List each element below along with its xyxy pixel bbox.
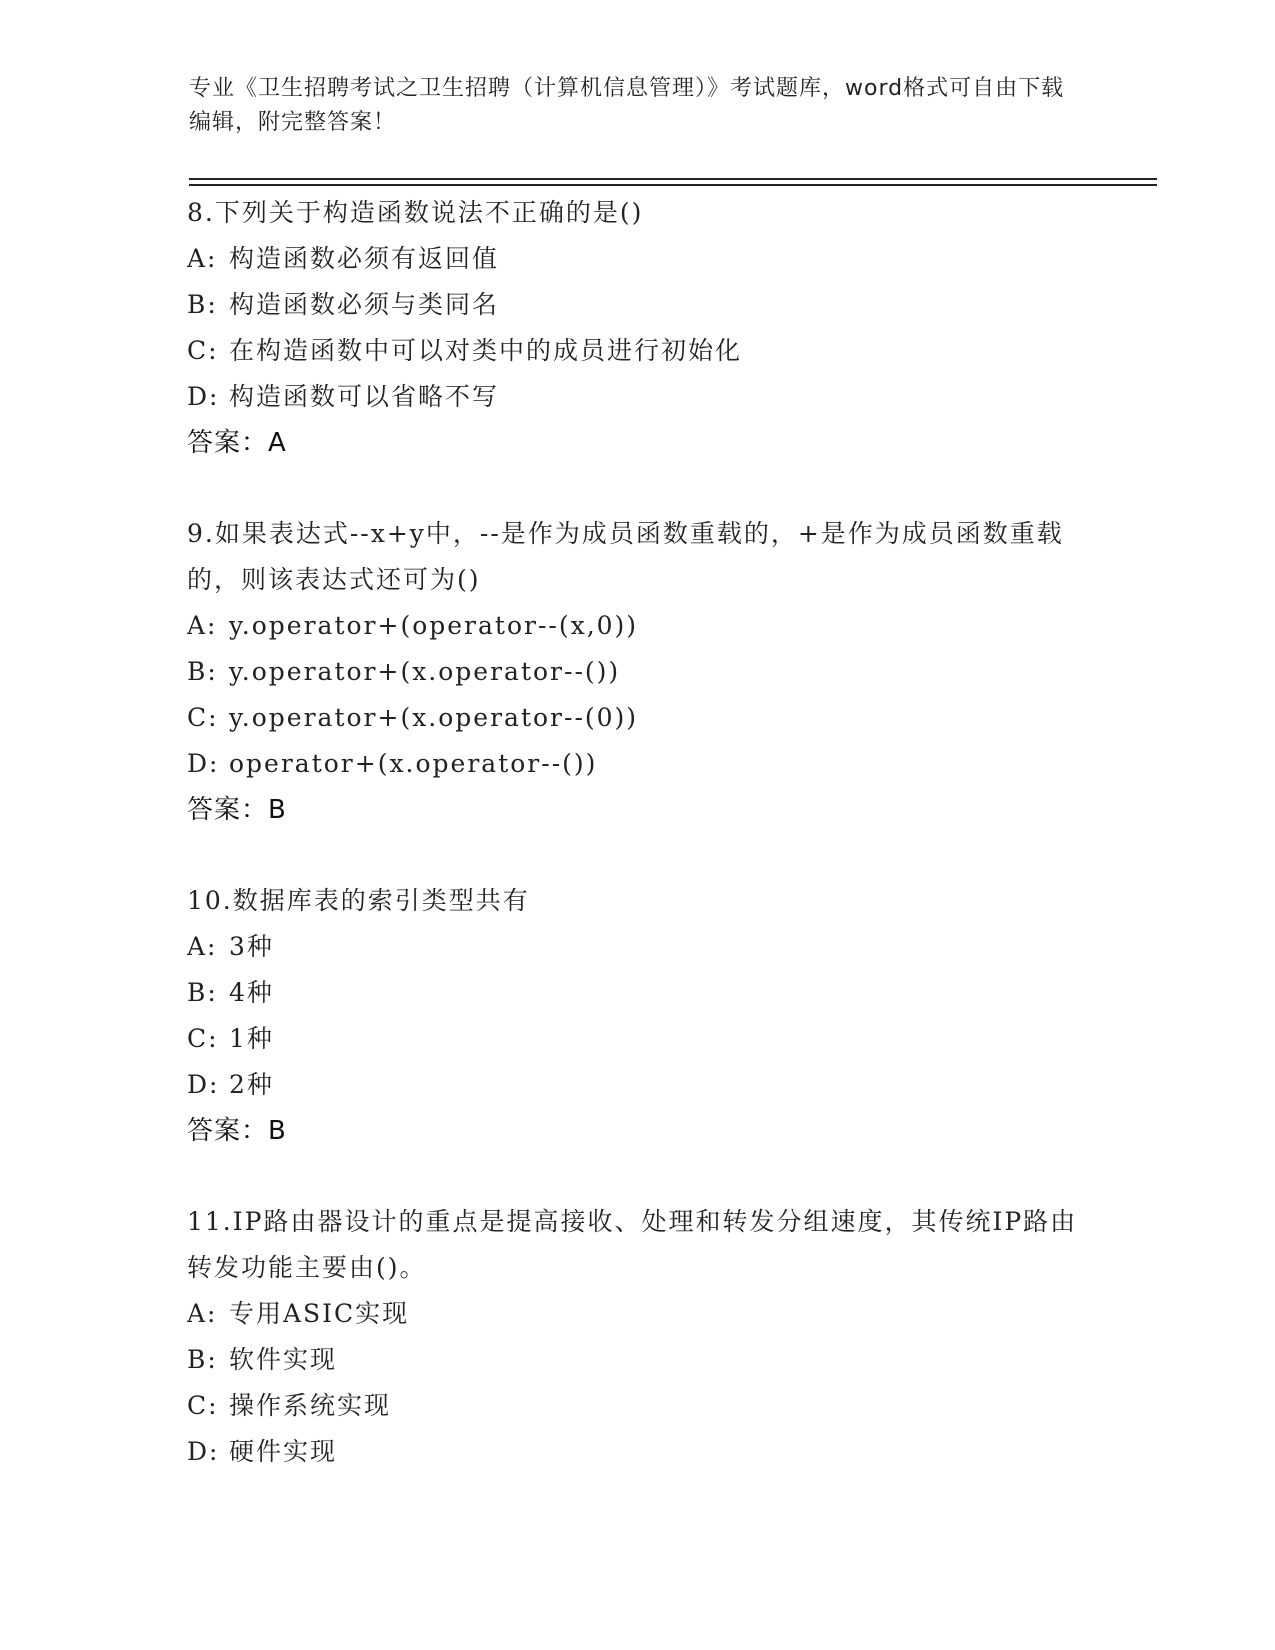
option-letter: A: (187, 611, 218, 640)
option-d (187, 1429, 1087, 1475)
option-text: 专用ASIC实现 (229, 1299, 410, 1328)
option-text: y.operator+(x.operator--(0)) (229, 703, 639, 732)
option-d (187, 1062, 1087, 1108)
answer-line: 答案：A (187, 428, 287, 458)
option-text: 1种 (229, 1024, 274, 1053)
question-10 (187, 878, 1087, 1154)
option-b (187, 1337, 1087, 1383)
option-c (187, 1383, 1087, 1429)
option-letter: C: (187, 336, 219, 365)
option-a (187, 1291, 1087, 1337)
option-c (187, 1016, 1087, 1062)
option-text: 构造函数可以省略不写 (229, 382, 500, 411)
option-letter: B: (187, 290, 218, 319)
header-divider-top (189, 178, 1157, 180)
option-text: 构造函数必须与类同名 (229, 290, 500, 319)
option-b (187, 649, 1087, 695)
option-c (187, 328, 1087, 374)
option-letter: B: (187, 1345, 218, 1374)
option-text: 硬件实现 (229, 1437, 338, 1466)
option-text: y.operator+(operator--(x,0)) (229, 611, 639, 640)
question-stem: 11.IP路由器设计的重点是提高接收、处理和转发分组速度，其传统IP路由转发功能主要由()。 (187, 1207, 1078, 1282)
header-divider-bottom (189, 184, 1157, 186)
option-letter: B: (187, 978, 218, 1007)
option-text: 在构造函数中可以对类中的成员进行初始化 (229, 336, 743, 365)
option-text: 软件实现 (229, 1345, 338, 1374)
answer-line: 答案：B (187, 795, 287, 825)
option-a (187, 924, 1087, 970)
option-c (187, 695, 1087, 741)
option-text: 构造函数必须有返回值 (229, 244, 500, 273)
option-letter: C: (187, 1024, 219, 1053)
option-text: operator+(x.operator--()) (229, 749, 598, 778)
option-text: y.operator+(x.operator--()) (229, 657, 621, 686)
question-8 (187, 190, 1087, 466)
option-letter: D: (187, 1070, 220, 1099)
question-9 (187, 511, 1087, 833)
option-letter: C: (187, 1391, 219, 1420)
option-letter: B: (187, 657, 218, 686)
question-11 (187, 1199, 1087, 1475)
option-b (187, 970, 1087, 1016)
document-header: 专业《卫生招聘考试之卫生招聘（计算机信息管理）》考试题库，word格式可自由下载编辑，附完整答案！ (189, 76, 1065, 135)
question-stem: 10.数据库表的索引类型共有 (187, 886, 530, 915)
option-a (187, 603, 1087, 649)
option-letter: A: (187, 244, 218, 273)
option-text: 3种 (229, 932, 274, 961)
option-letter: A: (187, 1299, 218, 1328)
option-d (187, 374, 1087, 420)
option-text: 4种 (229, 978, 274, 1007)
option-letter: A: (187, 932, 218, 961)
option-letter: D: (187, 1437, 220, 1466)
option-text: 2种 (229, 1070, 274, 1099)
option-a (187, 236, 1087, 282)
option-d (187, 741, 1087, 787)
option-letter: D: (187, 382, 220, 411)
option-b (187, 282, 1087, 328)
option-letter: C: (187, 703, 219, 732)
option-letter: D: (187, 749, 220, 778)
option-text: 操作系统实现 (229, 1391, 392, 1420)
question-stem: 8.下列关于构造函数说法不正确的是() (187, 198, 644, 227)
question-stem: 9.如果表达式--x+y中，--是作为成员函数重载的，+是作为成员函数重载的，则该表达式还可为() (187, 519, 1064, 594)
answer-line: 答案：B (187, 1116, 287, 1146)
question-list (187, 190, 1087, 1520)
